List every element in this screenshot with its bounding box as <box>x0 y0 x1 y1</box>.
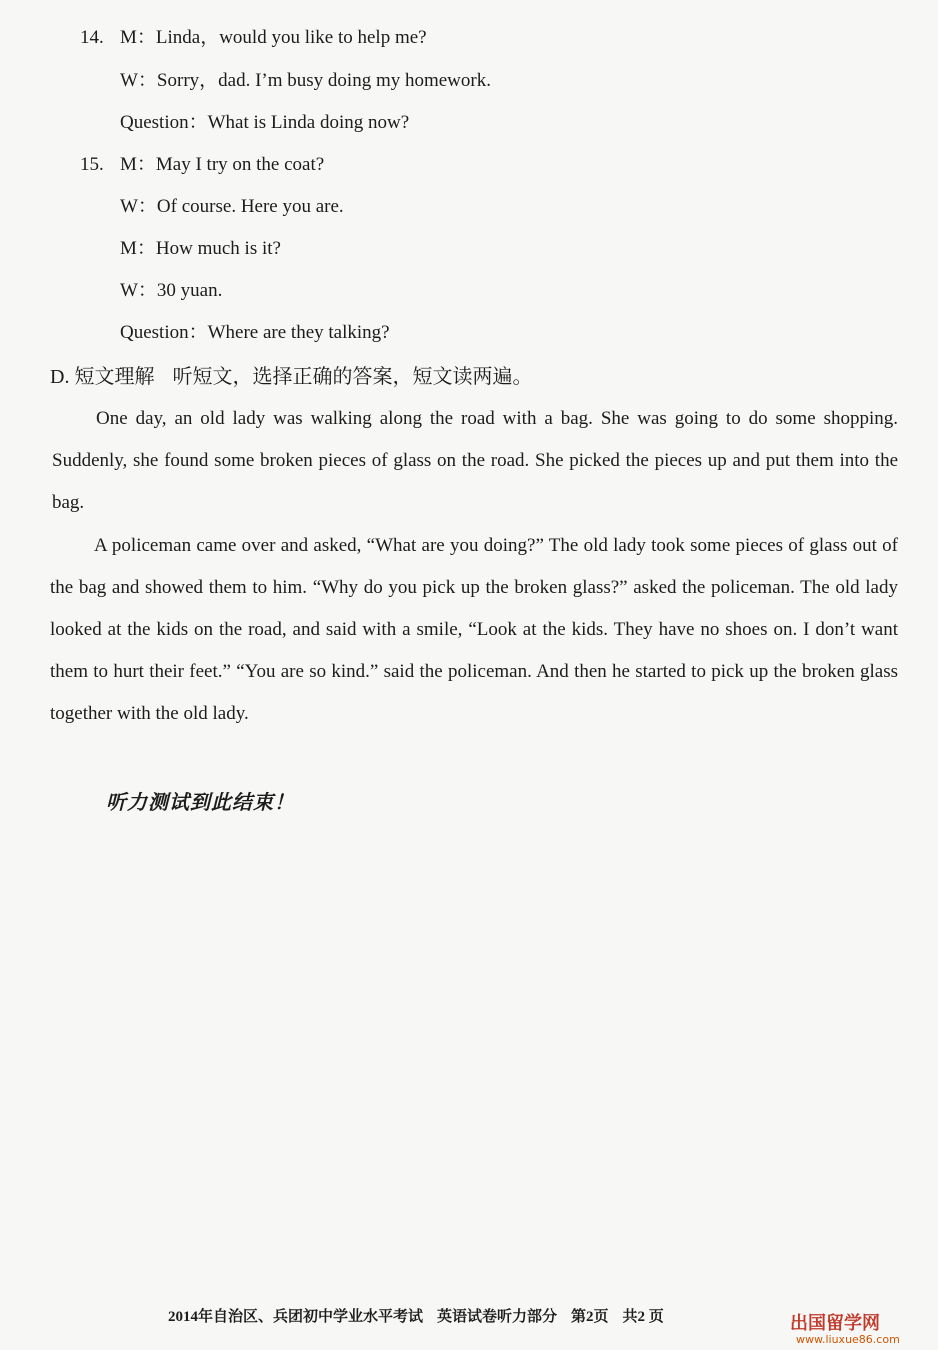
paragraph-text: A policeman came over and asked, “What are you doing?” The old lady took some pieces of glass out of the bag and showed them to him. “Why do you pick up the broken glass?” asked the policeman. The old lady looked at the kids on the road, and said with a smile, “Look at the kids. They have no shoes on. I don’t want them to hurt their feet.” “You are so kind.” said the policeman. And then he started to pick up the broken glass together with the old lady. <box>50 535 898 724</box>
footer-page: 第2页 <box>571 1309 609 1325</box>
passage-paragraph-2 <box>50 525 898 735</box>
footer-total: 共2 页 <box>622 1309 664 1325</box>
passage-paragraph-1 <box>52 398 898 524</box>
question-number: 15. <box>80 154 104 175</box>
paragraph-text: One day, an old lady was walking along the road with a bag. She was going to do some shopping. Suddenly, she found some broken pieces of glass on the road. She picked the pieces up and put them into the bag. <box>52 408 898 513</box>
watermark-url: www.liuxue86.com <box>796 1333 900 1346</box>
footer-exam-title: 2014年自治区、兵团初中学业水平考试 <box>168 1309 424 1325</box>
site-watermark <box>790 1309 900 1346</box>
q14-line-1 <box>80 22 427 49</box>
section-label: D. 短文理解 <box>50 366 155 388</box>
question-line: Question：Where are they talking? <box>120 322 390 343</box>
page-footer <box>168 1305 678 1326</box>
dialogue-line: M：May I try on the coat? <box>120 154 325 175</box>
dialogue-line: W：Of course. Here you are. <box>120 196 344 217</box>
question-number: 14. <box>80 27 104 48</box>
dialogue-line: M：Linda，would you like to help me? <box>120 27 427 48</box>
watermark-name: 出国留学网 <box>790 1313 880 1334</box>
question-line: Question：What is Linda doing now? <box>120 112 410 133</box>
section-instruction: 听短文，选择正确的答案，短文读两遍。 <box>172 366 533 388</box>
section-d-heading <box>50 360 532 389</box>
dialogue-line: W：Sorry，dad. I’m busy doing my homework. <box>120 70 491 91</box>
dialogue-line: M：How much is it? <box>120 238 281 259</box>
footer-subject: 英语试卷听力部分 <box>437 1309 558 1325</box>
q15-line-1 <box>80 149 324 176</box>
dialogue-line: W：30 yuan. <box>120 280 223 301</box>
test-end-note: 听力测试到此结束！ <box>106 792 295 814</box>
